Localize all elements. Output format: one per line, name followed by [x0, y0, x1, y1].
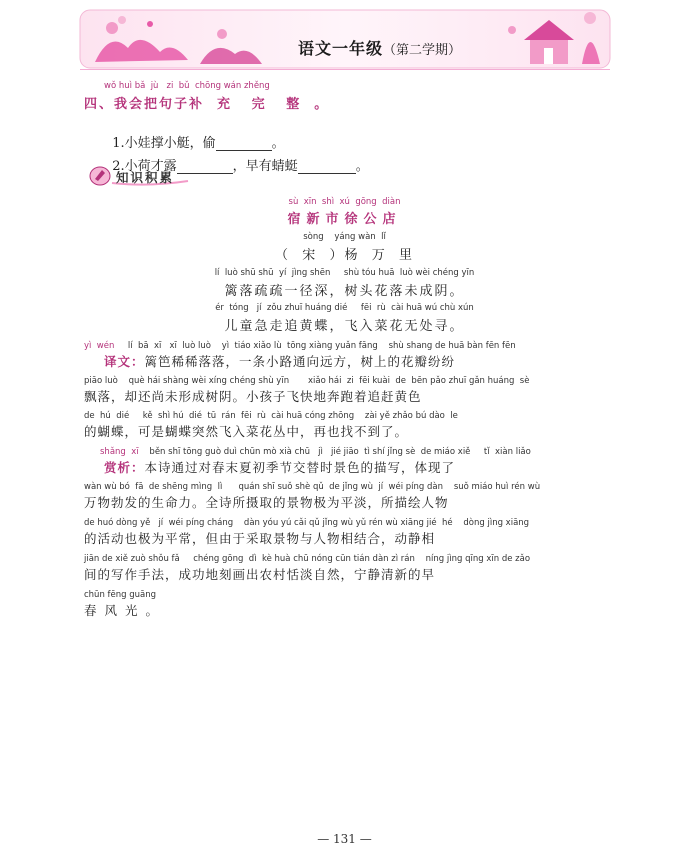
question-2-middle: ，早有蜻蜓 — [232, 159, 298, 174]
appreciation-pinyin-1: běn shī tōng guò duì chūn mò xià chū jì jié jiāo tì shí jǐng sè de miáo xiě tǐ xiàn liǎo — [149, 447, 531, 457]
translation-line-1 — [104, 352, 455, 370]
book-title: 语文一年级 — [298, 39, 384, 58]
appreciation-line-2: 万物勃发的生命力。全诗所摄取的景物极为平淡，所描绘人物 — [84, 495, 449, 510]
question-2-suffix: 。 — [355, 159, 369, 174]
page-header — [0, 0, 689, 70]
poem-title: 宿新市徐公店 — [287, 212, 402, 227]
section4-title: 四、我会把句子补 充 完 整 。 — [84, 97, 330, 112]
appreciation-line-1 — [104, 458, 455, 476]
poem-line-1-pinyin: lí luò shū shū yí jìng shēn shù tóu huā luò wèi chéng yīn — [214, 268, 475, 278]
appreciation-text-1: 本诗通过对春末夏初季节交替时景色的描写，体现了 — [144, 460, 456, 475]
appreciation-label: 赏析： — [104, 460, 145, 475]
appreciation-line-1-pinyin — [100, 447, 531, 457]
page-number: — 131 — — [317, 832, 372, 846]
appreciation-label-pinyin: shǎng xī — [100, 447, 139, 457]
appreciation-line-5: 春风光。 — [84, 603, 167, 618]
translation-label-pinyin: yì wén — [84, 341, 115, 351]
section4-pinyin: wǒ huì bǎ jù zi bǔ chōng wán zhěng — [104, 81, 270, 91]
question-1-suffix: 。 — [271, 136, 285, 151]
appreciation-line-2-pinyin: wàn wù bó fā de shēng mìng lì quán shī suǒ shè qǔ de jǐng wù jí wéi píng dàn suǒ miáo huì rén wù — [84, 482, 541, 492]
appreciation-line-3-pinyin: de huó dòng yě jí wéi píng cháng dàn yóu yú cǎi qǔ jǐng wù yǔ rén wù xiāng jié hé dòng jìng xiāng — [84, 518, 530, 528]
poem-title-pinyin: sù xīn shì xú gōng diàn — [288, 197, 401, 207]
knowledge-label: 知识积累 — [116, 170, 175, 185]
knowledge-section-header — [88, 165, 198, 187]
appreciation-line-4-pinyin: jiān de xiě zuò shǒu fǎ chéng gōng dì kè huà chū nóng cūn tián dàn zì rán níng jìng qīng xīn de zǎo — [84, 554, 531, 564]
question-1-prefix: 1.小娃撑小艇，偷 — [112, 136, 216, 151]
translation-line-3: 的蝴蝶，可是蝴蝶突然飞入菜花丛中，再也找不到了。 — [84, 424, 409, 439]
header-title — [298, 36, 461, 59]
translation-pinyin-1: lí bā xī xī luò luò yì tiáo xiǎo lù tōng xiàng yuǎn fāng shù shang de huā bàn fēn fēn — [127, 341, 516, 351]
book-subtitle: （第二学期） — [383, 43, 462, 58]
answer-blank-3[interactable] — [298, 160, 356, 174]
appreciation-line-4: 间的写作手法，成功地刻画出农村恬淡自然，宁静清新的早 — [84, 567, 436, 582]
translation-label: 译文： — [104, 354, 145, 369]
poem-author-pinyin: sòng yáng wàn lǐ — [303, 232, 386, 242]
appreciation-line-5-pinyin: chūn fēng guāng — [84, 590, 157, 600]
translation-text-1: 篱笆稀稀落落，一条小路通向远方，树上的花瓣纷纷 — [144, 354, 456, 369]
appreciation-line-3: 的活动也极为平常，但由于采取景物与人物相结合，动静相 — [84, 531, 436, 546]
translation-line-2: 飘落，却还尚未形成树阴。小孩子飞快地奔跑着追赶黄色 — [84, 389, 422, 404]
poem-line-2: 儿童急走追黄蝶，飞入菜花无处寻。 — [224, 319, 465, 334]
translation-line-1-pinyin — [84, 341, 516, 351]
poem-author: （ 宋 ）杨 万 里 — [274, 248, 415, 263]
translation-line-3-pinyin: de hú dié kě shì hú dié tū rán fēi rù cài huā cóng zhōng zài yě zhǎo bú dào le — [84, 411, 458, 421]
translation-line-2-pinyin: piāo luò què hái shàng wèi xíng chéng shù yīn xiǎo hái zi fēi kuài de bēn pǎo zhuī gǎn huáng sè — [84, 376, 530, 386]
poem-line-2-pinyin: ér tóng jí zǒu zhuī huáng dié fēi rù cài huā wú chù xún — [215, 303, 474, 313]
poem-line-1: 篱落疏疏一径深，树头花落未成阴。 — [224, 284, 465, 299]
header-decoration — [0, 0, 689, 70]
question-2-prefix: 2.小荷才露 — [112, 159, 177, 174]
